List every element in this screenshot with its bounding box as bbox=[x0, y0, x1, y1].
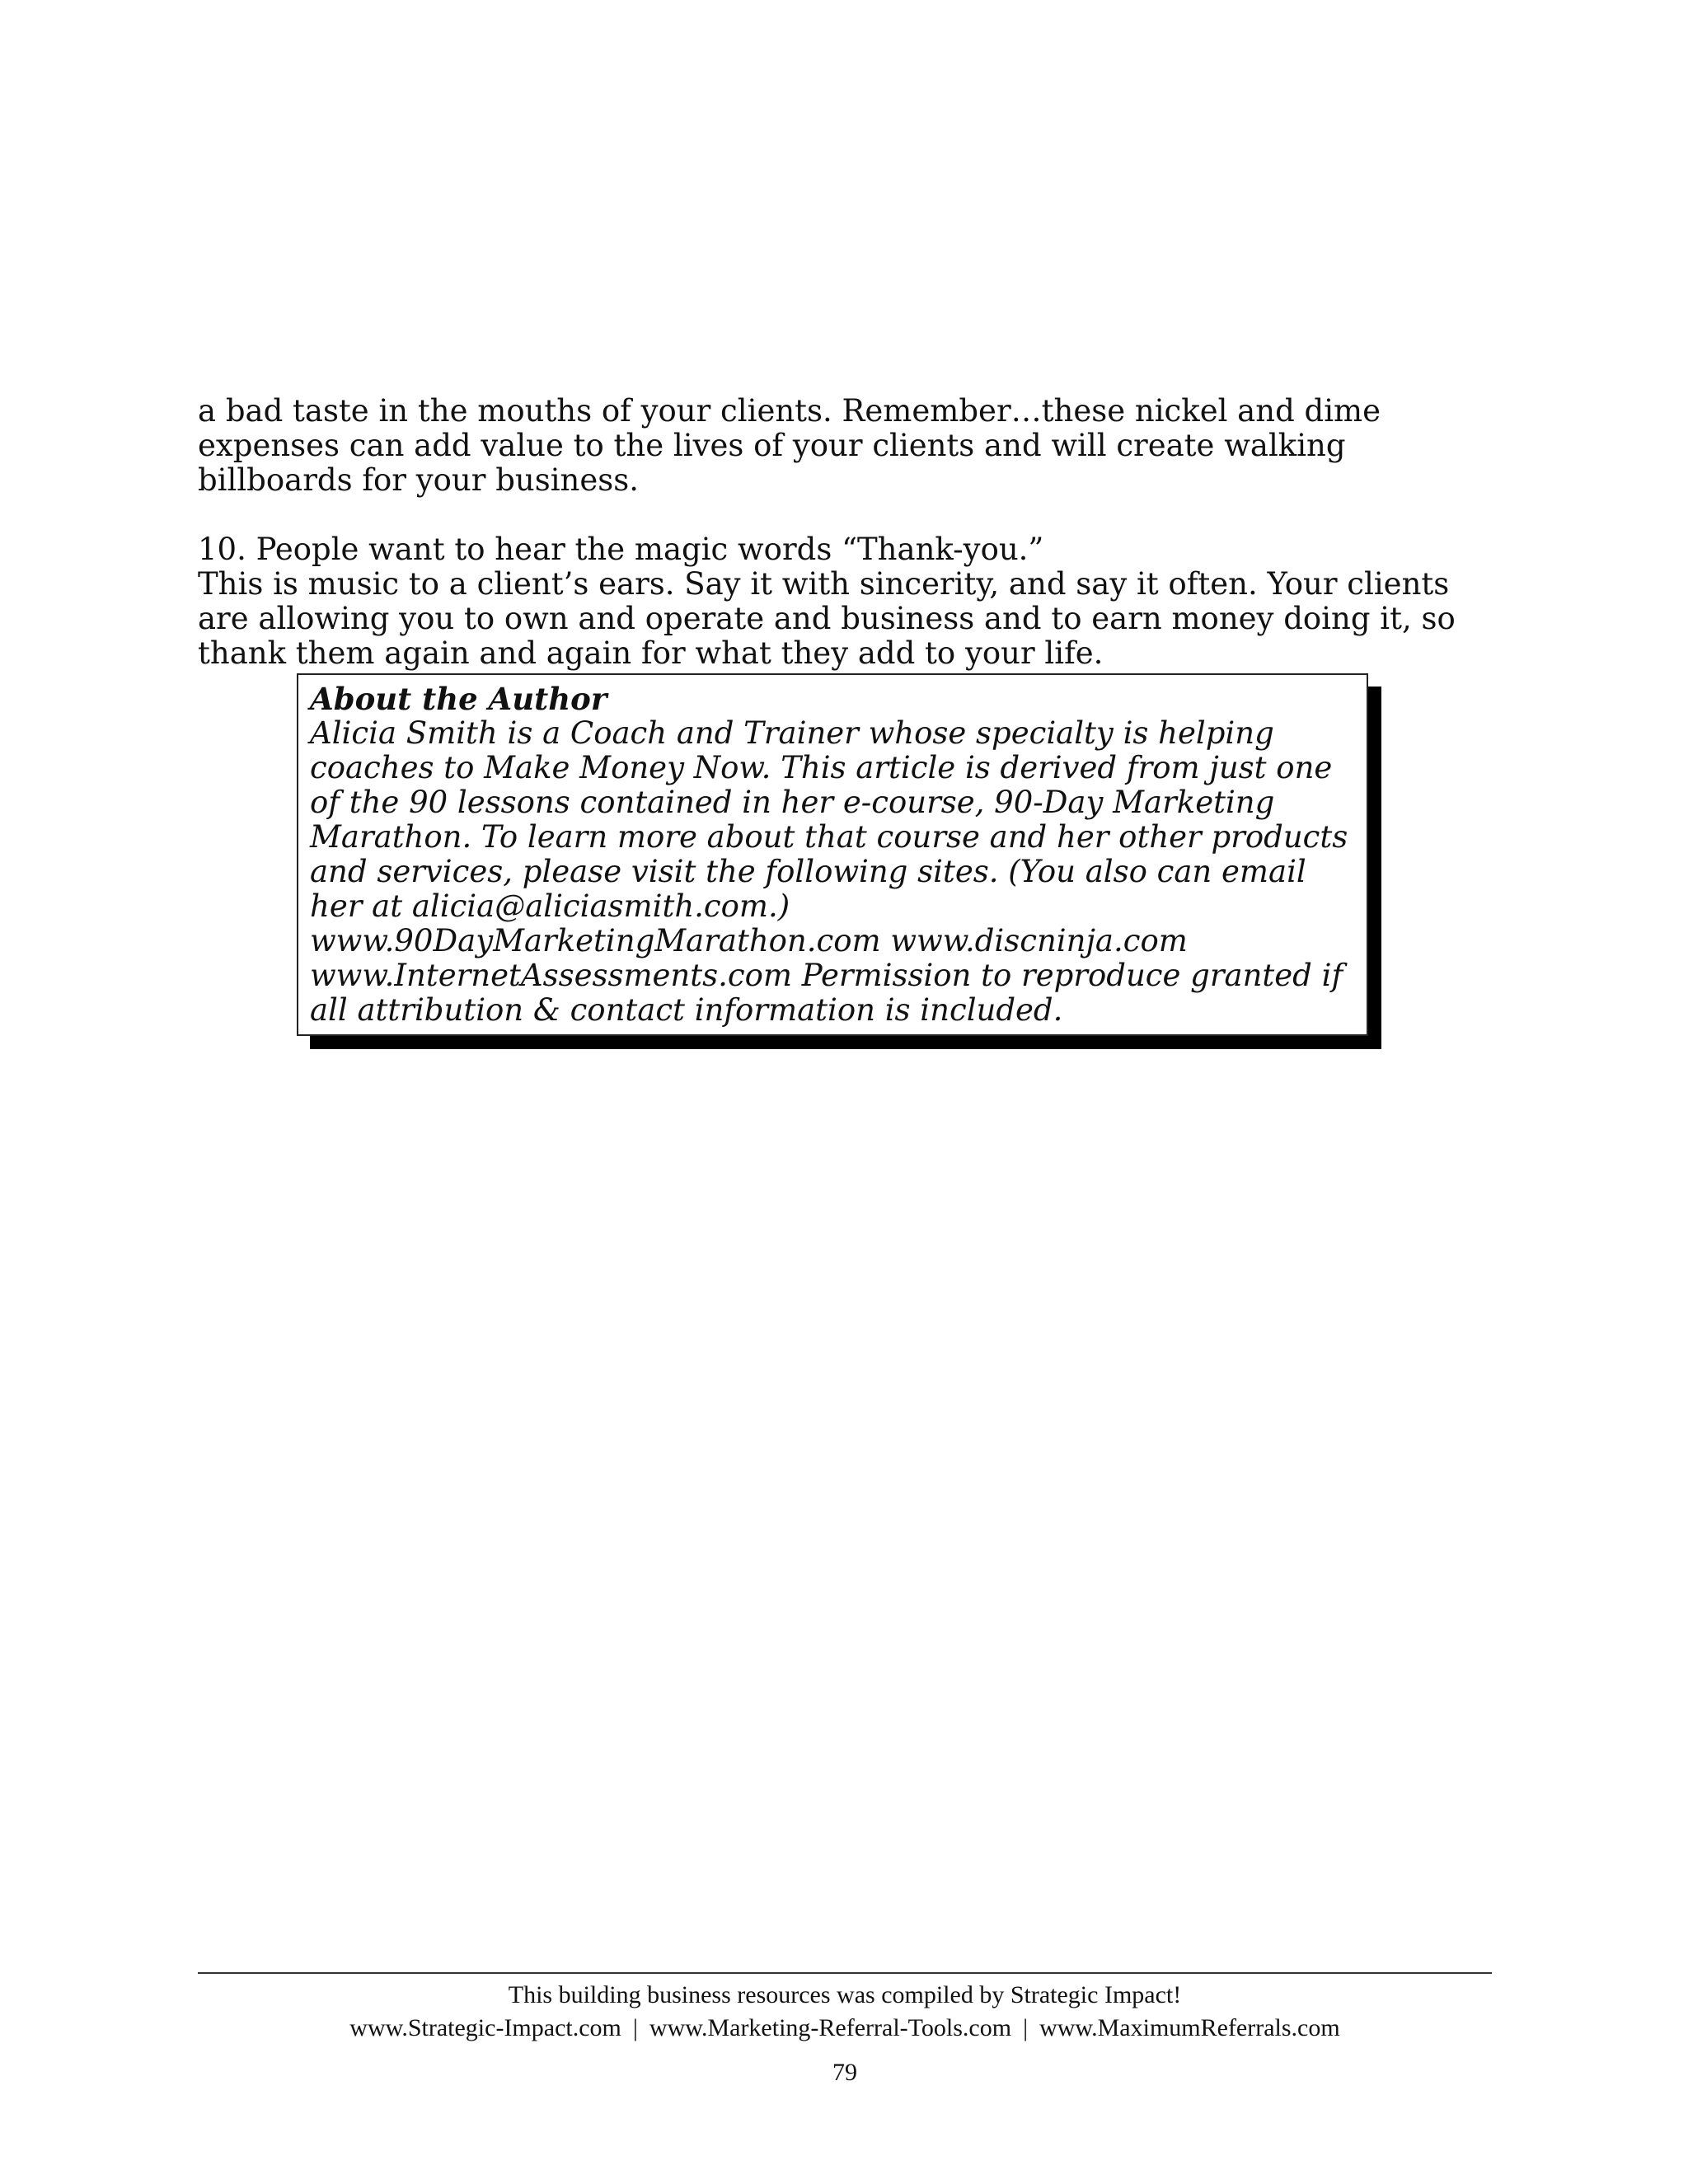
about-author-text: Alicia Smith is a Coach and Trainer whose specialty is helping coaches to Make Money Now. This article is derived from just one of the 90 lessons contained in her e-course, 90-Day Marketing Marathon. To learn more about that course and her other products and services, please visit the following sites. (You also can email her at alicia@aliciasmith.com.) www.90DayMarketingMarathon.com www.discninja.com www.InternetAssessments.com Permission to reproduce granted if all attribution & contact information is included. bbox=[310, 715, 1348, 1028]
footer-link-strategic-impact[interactable]: www.Strategic-Impact.com bbox=[349, 2014, 621, 2041]
about-author-title: About the Author bbox=[310, 681, 607, 717]
continued-paragraph: a bad taste in the mouths of your clients. Remember…these nickel and dime expenses can add value to the lives of your clients and will create walking billboards for your business. bbox=[198, 393, 1381, 498]
footer-separator: | bbox=[1023, 2014, 1029, 2041]
item-text: This is music to a client’s ears. Say it with sincerity, and say it often. Your clients are allowing you to own and operate and business and to earn money doing it, so thank them again and again for what they add to your life. bbox=[198, 566, 1456, 671]
main-content bbox=[198, 394, 1492, 671]
footer-links bbox=[198, 2012, 1492, 2045]
footer-separator: | bbox=[632, 2014, 638, 2041]
page-number: 79 bbox=[832, 2059, 857, 2086]
item-heading: 10. People want to hear the magic words “Thank-you.” bbox=[198, 532, 1044, 567]
footer-link-maximum-referrals[interactable]: www.MaximumReferrals.com bbox=[1039, 2014, 1340, 2041]
about-author-box bbox=[297, 673, 1368, 1036]
footer-credit: This building business resources was compiled by Strategic Impact! bbox=[508, 1981, 1182, 2008]
page-footer bbox=[198, 1972, 1492, 2089]
footer-link-marketing-referral-tools[interactable]: www.Marketing-Referral-Tools.com bbox=[649, 2014, 1012, 2041]
